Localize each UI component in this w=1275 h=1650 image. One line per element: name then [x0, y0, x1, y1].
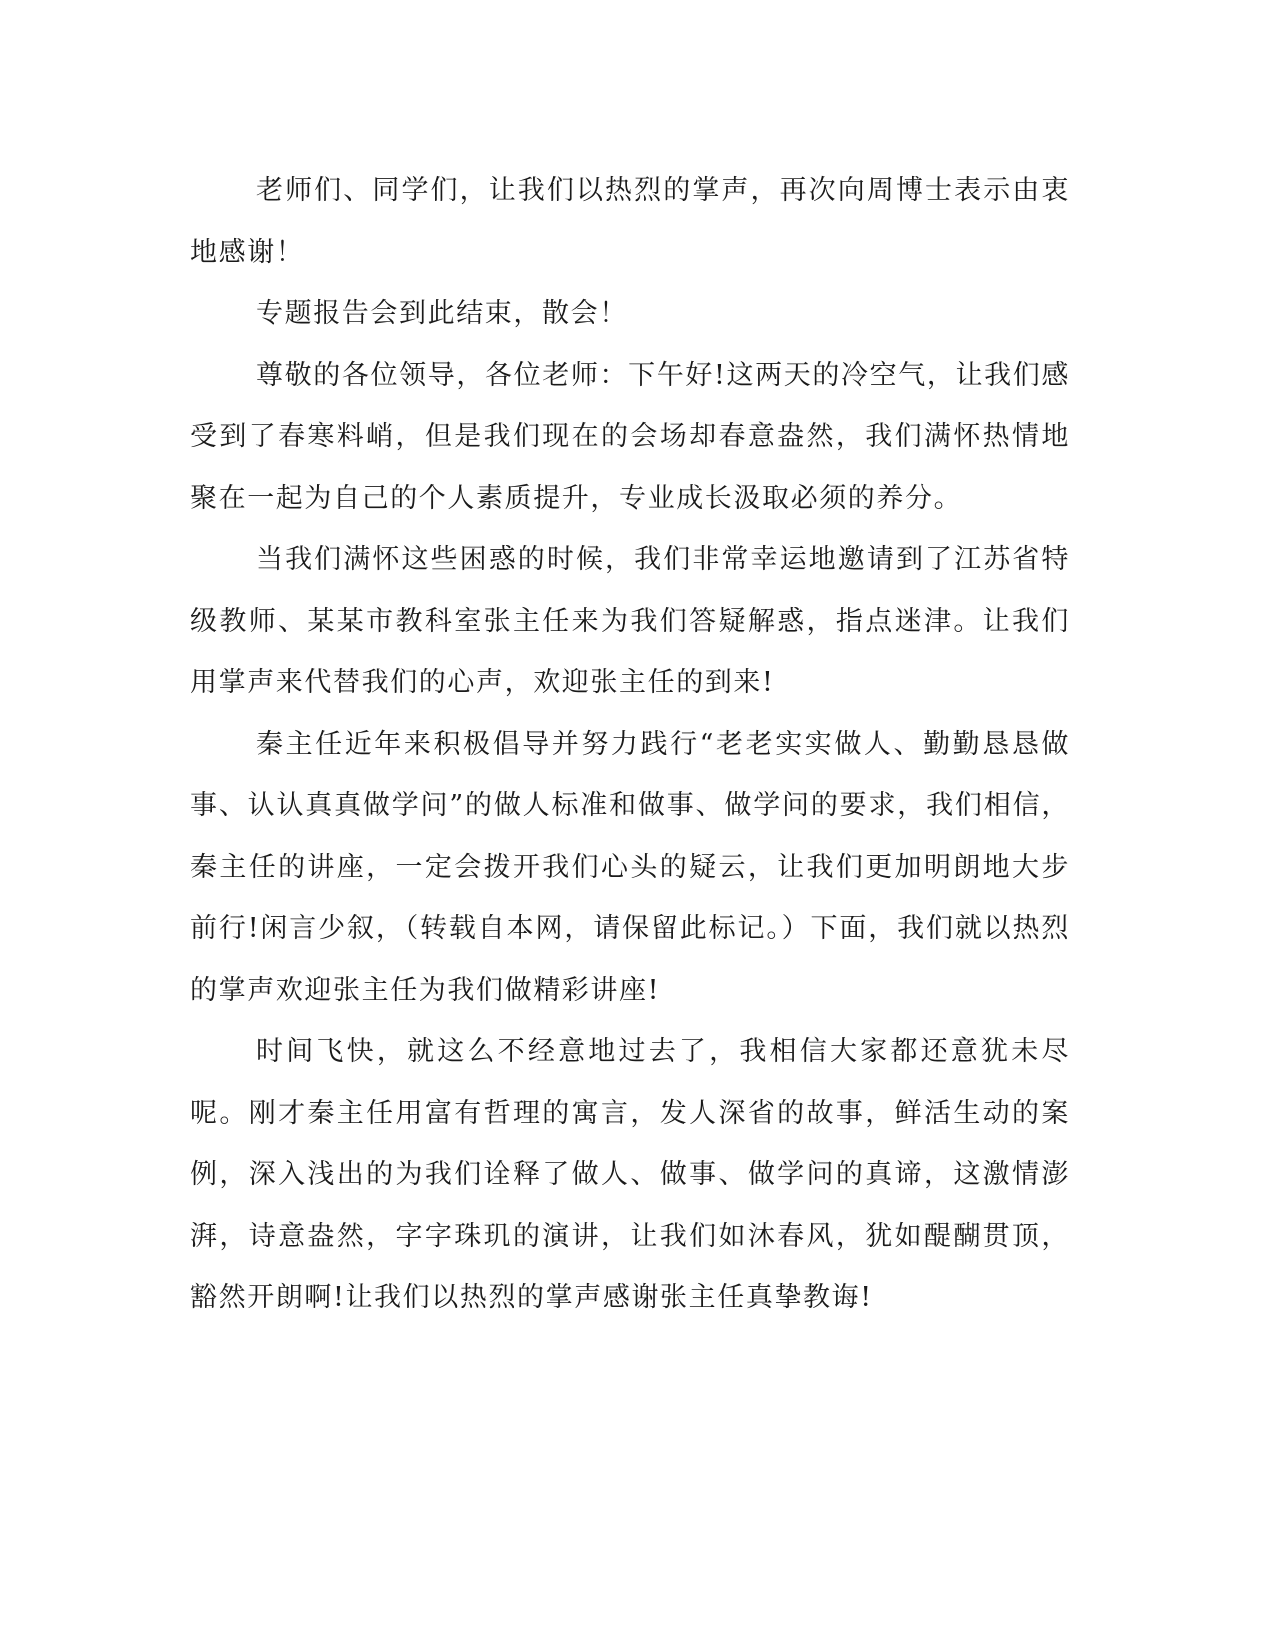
paragraph-greeting: 尊敬的各位领导，各位老师：下午好!这两天的冷空气，让我们感受到了春寒料峭，但是我们现在的会场却春意盎然，我们满怀热情地聚在一起为自己的个人素质提升，专业成长汲取必须的养分。 [190, 359, 1070, 514]
paragraph-closing: 专题报告会到此结束，散会！ [256, 298, 628, 329]
document-body [190, 160, 1070, 1329]
paragraph-speaker-welcome: 秦主任近年来积极倡导并努力践行“老老实实做人、勤勤恳恳做事、认认真真做学问”的做人标准和做事、做学问的要求，我们相信，秦主任的讲座，一定会拨开我们心头的疑云，让我们更加明朗地大步前行!闲言少叙，（转载自本网，请保留此标记。）下面，我们就以热烈的掌声欢迎张主任为我们做精彩讲座! [190, 728, 1070, 1006]
paragraph-conclusion: 时间飞快，就这么不经意地过去了，我相信大家都还意犹未尽呢。刚才秦主任用富有哲理的寓言，发人深省的故事，鲜活生动的案例，深入浅出的为我们诠释了做人、做事、做学问的真谛，这激情澎湃，诗意盎然，字字珠玑的演讲，让我们如沐春风，犹如醍醐贯顶，豁然开朗啊!让我们以热烈的掌声感谢张主任真挚教诲! [190, 1036, 1070, 1313]
paragraph-thanks: 老师们、同学们，让我们以热烈的掌声，再次向周博士表示由衷地感谢！ [190, 175, 1070, 268]
paragraph-introduction: 当我们满怀这些困惑的时候，我们非常幸运地邀请到了江苏省特级教师、某某市教科室张主任来为我们答疑解惑，指点迷津。让我们用掌声来代替我们的心声，欢迎张主任的到来! [190, 544, 1070, 698]
